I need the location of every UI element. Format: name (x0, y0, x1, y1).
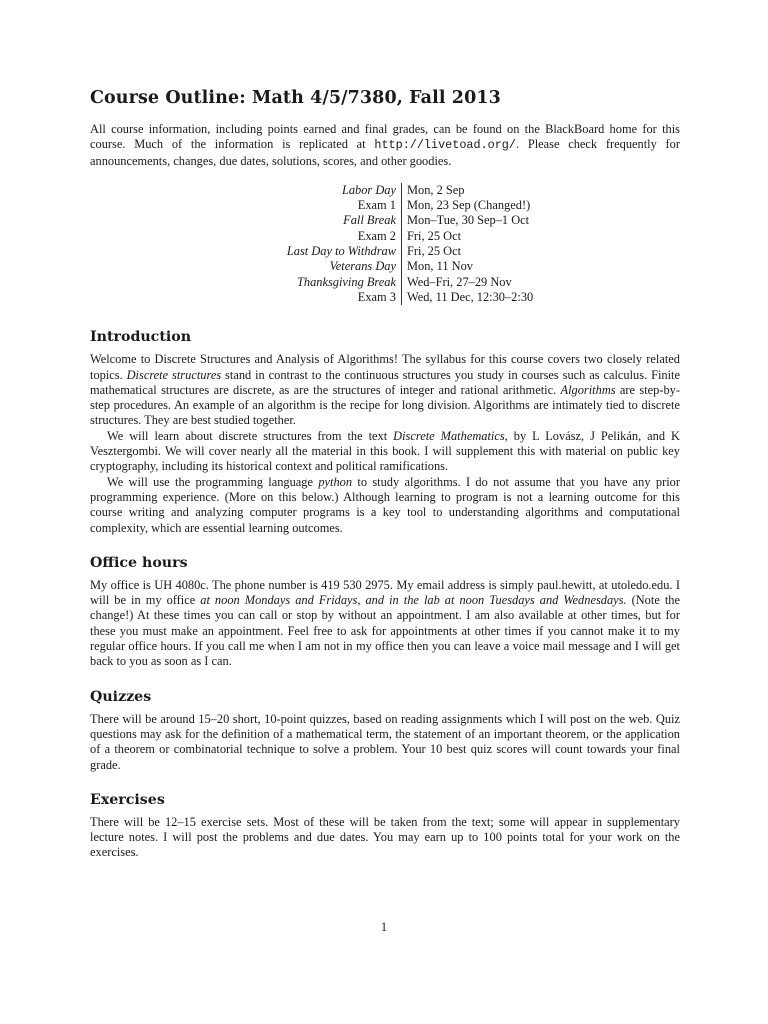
text-run: We will use the programming language (107, 474, 319, 489)
text-run: My office is UH 4080c. The phone number is 419 530 2975. My email address is simply paul.hewitt, at utoledo.edu. I will be in my office (90, 577, 680, 608)
introduction-paragraph-3 (90, 475, 680, 536)
section-heading-exercises: Exercises (90, 791, 165, 808)
date-label: Exam 3 (357, 289, 396, 304)
date-value: Wed–Fri, 27–29 Nov (407, 274, 512, 289)
intro-text-end: . Please check frequently for announcements, changes, due dates, solutions, scores, and other goodies. (90, 137, 680, 168)
emphasis-algorithms: Algorithms (560, 382, 616, 397)
date-value: Mon–Tue, 30 Sep–1 Oct (407, 213, 530, 228)
text-run: Welcome to Discrete Structures and Analysis of Algorithms! The syllabus for this course covers two closely related topics. (90, 352, 680, 382)
introduction-paragraph-1 (90, 352, 680, 428)
emphasis-book-title: Discrete Mathematics (393, 428, 505, 443)
date-value: Fri, 25 Oct (407, 244, 462, 259)
date-value: Wed, 11 Dec, 12:30–2:30 (407, 289, 534, 304)
date-row (90, 244, 533, 259)
date-label: Exam 2 (357, 228, 396, 243)
date-label: Labor Day (341, 182, 396, 197)
date-row (90, 290, 533, 305)
date-row (90, 183, 533, 198)
date-row (90, 229, 533, 244)
office-hours-paragraph (90, 578, 680, 670)
date-label: Veterans Day (329, 259, 396, 274)
section-introduction (90, 329, 680, 536)
date-row (90, 259, 533, 274)
page-number: 1 (380, 920, 388, 934)
section-heading-quizzes: Quizzes (90, 688, 152, 705)
date-value: Fri, 25 Oct (407, 228, 462, 243)
page-title: Course Outline: Math 4/5/7380, Fall 2013 (90, 88, 501, 108)
text-run: stand in contrast to the continuous structures you study in courses such as calculus. Finite mathematical structures are discrete, as are the structures of integer and rational arithmetic. (90, 367, 680, 397)
text-run: are step-by-step procedures. An example of an algorithm is the recipe for long division. Algorithms are intimately tied to discrete structures. They are best studied together. (90, 382, 680, 428)
emphasis-office-times: at noon Mondays and Fridays, and in the lab at noon Tuesdays and Wednesdays. (200, 593, 627, 608)
section-exercises (90, 792, 680, 861)
date-label: Last Day to Withdraw (286, 244, 396, 259)
text-run: to study algorithms. I do not assume that you have any prior programming experience. (More on this below.) Although learning to program is not a learning outcome for this course writing and analyzing computer programs is a key tool to understanding algorithms and computational complexity, which are essential learning outcomes. (90, 474, 680, 535)
text-run: , by L Lovász, J Pelikán, and K Vesztergombi. We will cover nearly all the material in this book. I will supplement this with material on public key cryptography, including its historical context and political ramifications. (90, 428, 680, 474)
quizzes-paragraph: There will be around 15–20 short, 10-point quizzes, based on reading assignments which I will post on the web. Quiz questions may ask for the definition of a mathematical term, the statement of an important theorem, or the application of a theorem or combinatorial technique to solve a problem. Your 10 best quiz scores will count towards your final grade. (90, 711, 680, 772)
emphasis-discrete-structures: Discrete structures (126, 367, 222, 382)
date-label: Thanksgiving Break (297, 274, 396, 289)
date-row (90, 213, 533, 228)
introduction-paragraph-2 (90, 429, 680, 475)
section-office-hours (90, 555, 680, 670)
date-row (90, 198, 533, 213)
date-label: Exam 1 (357, 198, 396, 213)
section-quizzes (90, 689, 680, 773)
text-run: (Note the change!) At these times you can call or stop by without an appointment. I am also available at other times, but for these you must make an appointment. Feel free to ask for appointments at other times if you cannot make it to my regular office hours. If you call me when I am not in my office then you can leave a voice mail message and I will get back to you as soon as I can. (90, 593, 680, 669)
date-label: Fall Break (343, 213, 396, 228)
intro-paragraph (90, 122, 680, 169)
important-dates-table (90, 183, 533, 305)
course-website-link[interactable]: http://livetoad.org/ (374, 138, 516, 153)
emphasis-python: python (318, 474, 353, 489)
section-heading-office-hours: Office hours (90, 554, 188, 571)
date-value: Mon, 2 Sep (407, 182, 465, 197)
date-row (90, 275, 533, 290)
exercises-paragraph: There will be 12–15 exercise sets. Most of these will be taken from the text; some will appear in supplementary lecture notes. I will post the problems and due dates. You may earn up to 100 points total for your work on the exercises. (90, 814, 680, 860)
section-heading-introduction: Introduction (90, 329, 192, 346)
date-value: Mon, 23 Sep (Changed!) (407, 198, 531, 213)
intro-text: All course information, including points earned and final grades, can be found on the BlackBoard home for this course. Much of the information is replicated at (90, 122, 680, 152)
date-value: Mon, 11 Nov (407, 259, 473, 274)
text-run: We will learn about discrete structures from the text (107, 428, 394, 443)
document-page (90, 88, 680, 861)
